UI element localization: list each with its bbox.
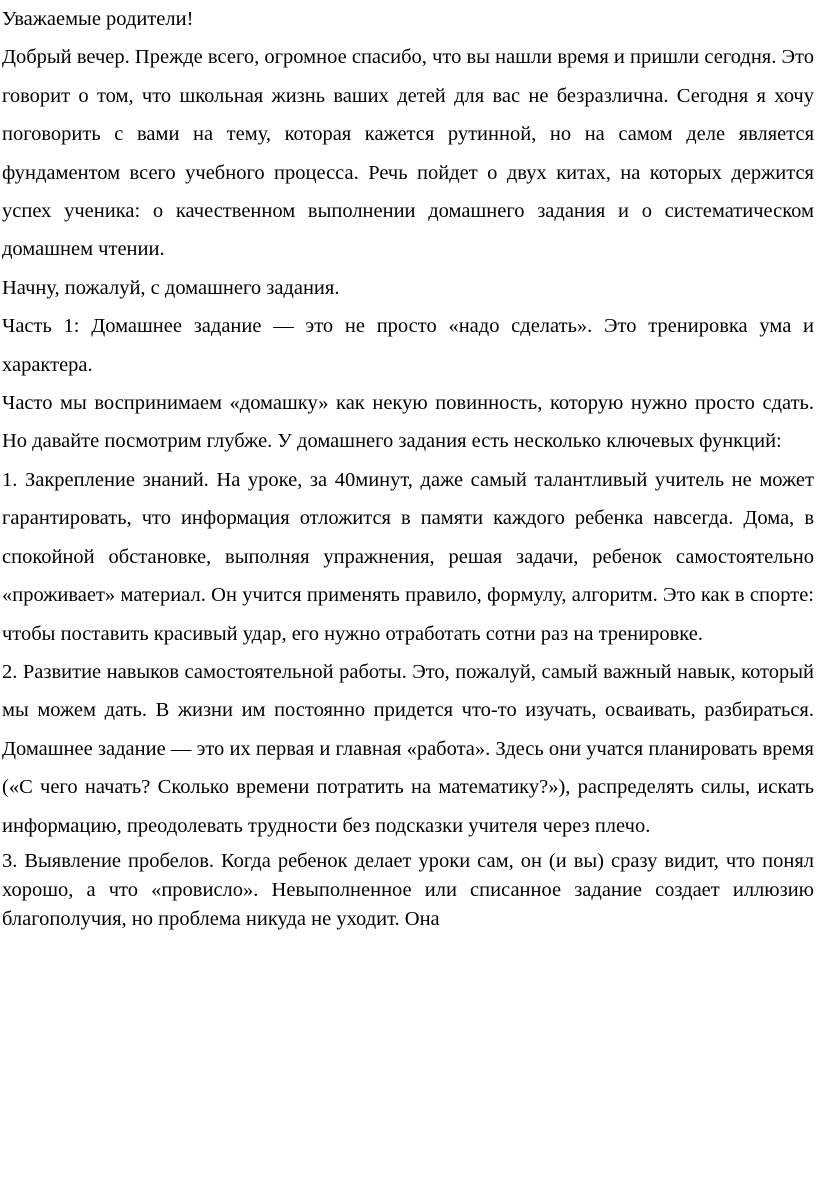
list-item-3: 3. Выявление пробелов. Когда ребенок делает уроки сам, он (и вы) сразу видит, что понял хорошо, а что «провисло». Невыполненное или списанное задание создает иллюзию благополучия, но проблема никуда не уходит. Она	[2, 849, 814, 930]
transition-paragraph: Начну, пожалуй, с домашнего задания.	[2, 276, 340, 299]
section-heading: Часть 1: Домашнее задание — это не просто «надо сделать». Это тренировка ума и характера.	[2, 315, 814, 376]
intro-paragraph: Добрый вечер. Прежде всего, огромное спасибо, что вы нашли время и пришли сегодня. Это говорит о том, что школьная жизнь ваших детей для вас не безразлична. Сегодня я хочу поговорить с вами на тему, которая кажется рутинной, но на самом деле является фундаментом всего учебного процесса. Речь пойдет о двух китах, на которых держится успех ученика: о качественном выполнении домашнего задания и о систематическом домашнем чтении.	[2, 46, 814, 261]
greeting: Уважаемые родители!	[2, 8, 194, 30]
list-item-1: 1. Закрепление знаний. На уроке, за 40минут, даже самый талантливый учитель не может гарантировать, что информация отложится в памяти каждого ребенка навсегда. Дома, в спокойной обстановке, выполняя упражнения, решая задачи, ребенок самостоятельно «проживает» материал. Он учится применять правило, формулу, алгоритм. Это как в спорте: чтобы поставить красивый удар, его нужно отработать сотни раз на тренировке.	[2, 468, 814, 645]
list-item-2: 2. Развитие навыков самостоятельной работы. Это, пожалуй, самый важный навык, который мы можем дать. В жизни им постоянно придется что-то изучать, осваивать, разбираться. Домашнее задание — это их первая и главная «работа». Здесь они учатся планировать время («С чего начать? Сколько времени потратить на математику?»), распределять силы, искать информацию, преодолевать трудности без подсказки учителя через плечо.	[2, 660, 814, 837]
functions-intro-paragraph: Часто мы воспринимаем «домашку» как некую повинность, которую нужно просто сдать. Но давайте посмотрим глубже. У домашнего задания есть несколько ключевых функций:	[2, 392, 814, 453]
